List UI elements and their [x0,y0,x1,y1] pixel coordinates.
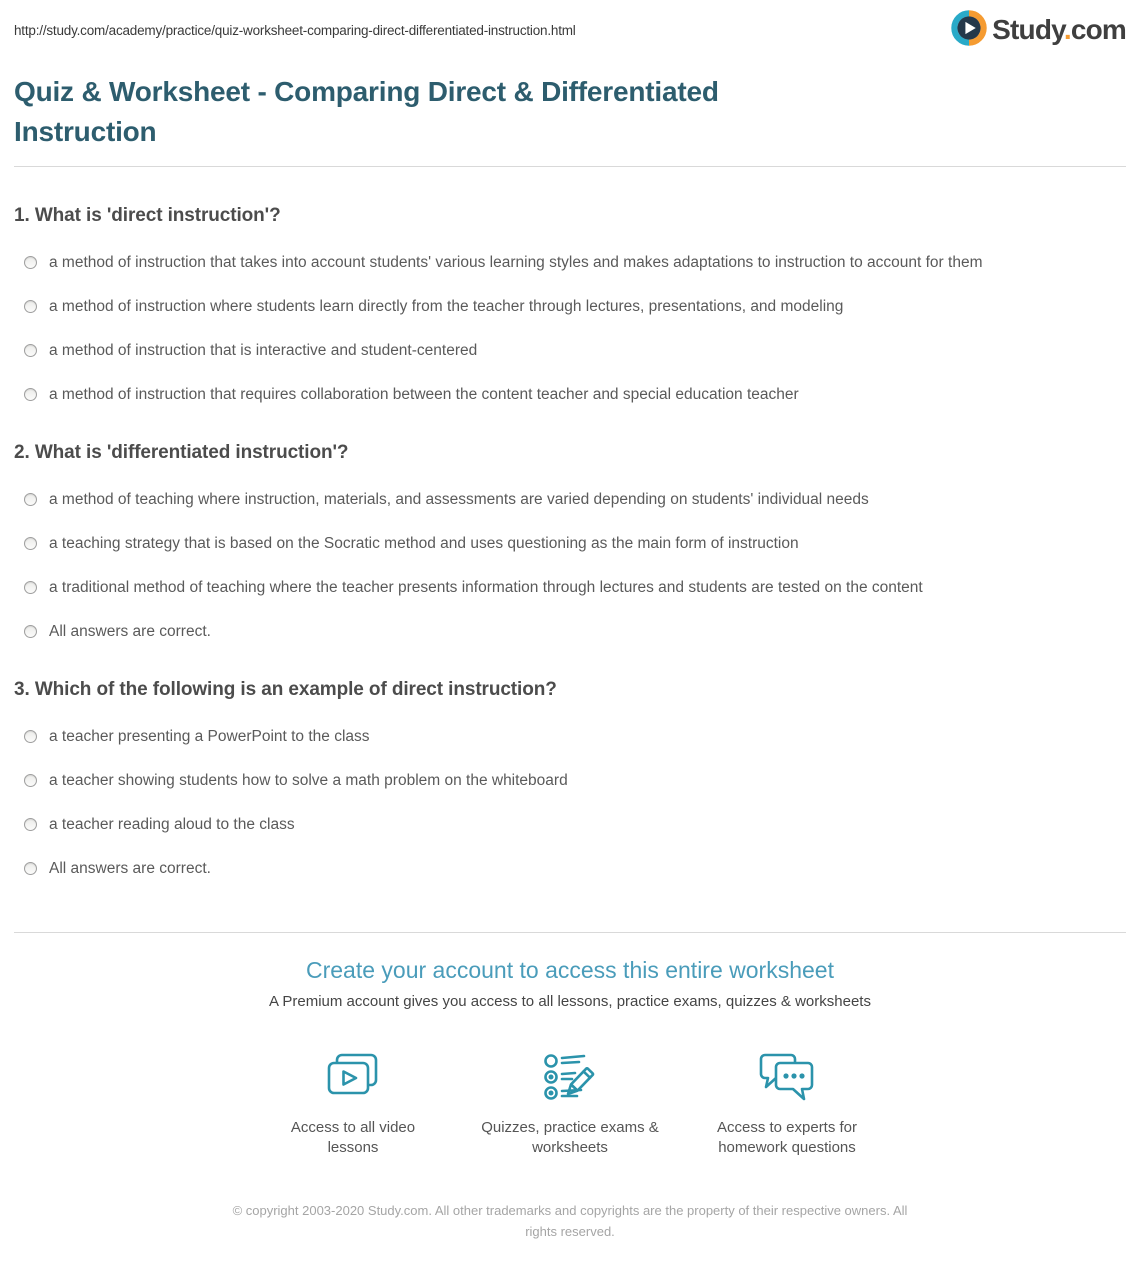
answer-option[interactable] [14,535,1126,553]
answer-option[interactable] [14,386,1126,404]
feature-expert-help [679,1050,896,1158]
quizzes-worksheets-icon [462,1050,679,1106]
title-divider [14,166,1126,167]
answer-option-label: All answers are correct. [49,623,211,640]
radio-button[interactable] [24,493,37,506]
expert-chat-icon [679,1050,896,1106]
feature-list [0,1050,1140,1158]
play-circle-logo-icon [951,10,987,51]
video-lessons-icon [245,1050,462,1106]
feature-label: Access to all video lessons [290,1119,416,1156]
question-3 [14,679,1126,878]
create-account-link[interactable]: Create your account to access this entire worksheet [306,957,834,983]
answer-option-label: a teacher reading aloud to the class [49,816,295,833]
radio-button[interactable] [24,300,37,313]
radio-button[interactable] [24,818,37,831]
answer-option-label: a method of teaching where instruction, materials, and assessments are varied depending on students' individual needs [49,491,869,508]
answer-option-label: a teacher showing students how to solve a math problem on the whiteboard [49,772,568,789]
answer-option-label: a method of instruction that requires collaboration between the content teacher and special education teacher [49,386,799,403]
radio-button[interactable] [24,774,37,787]
answer-option-label: a teaching strategy that is based on the Socratic method and uses questioning as the main form of instruction [49,535,799,552]
question-2-heading: 2. What is 'differentiated instruction'? [14,442,349,463]
cta-section [0,933,1140,1158]
answer-option[interactable] [14,623,1126,641]
feature-quizzes-worksheets [462,1050,679,1158]
answer-option[interactable] [14,491,1126,509]
radio-button[interactable] [24,581,37,594]
question-1-heading: 1. What is 'direct instruction'? [14,205,281,226]
quiz-body [0,205,1140,918]
answer-option[interactable] [14,298,1126,316]
radio-button[interactable] [24,862,37,875]
radio-button[interactable] [24,537,37,550]
answer-option-label: a method of instruction where students learn directly from the teacher through lectures, presentations, and modeling [49,298,844,315]
copyright-notice: © copyright 2003-2020 Study.com. All other trademarks and copyrights are the property of their respective owners. All rights reserved. [232,1203,908,1239]
question-2 [14,442,1126,641]
answer-option[interactable] [14,772,1126,790]
radio-button[interactable] [24,388,37,401]
radio-button[interactable] [24,730,37,743]
answer-option-label: a traditional method of teaching where the teacher presents information through lectures and students are tested on the content [49,579,923,596]
answer-option[interactable] [14,728,1126,746]
radio-button[interactable] [24,256,37,269]
answer-option[interactable] [14,342,1126,360]
answer-option[interactable] [14,579,1126,597]
radio-button[interactable] [24,344,37,357]
radio-button[interactable] [24,625,37,638]
premium-subtitle: A Premium account gives you access to all lessons, practice exams, quizzes & worksheets [269,993,871,1010]
header [0,0,1140,52]
page-url: http://study.com/academy/practice/quiz-worksheet-comparing-direct-differentiated-instruction.html [14,22,576,38]
logo-wordmark: Study.com [992,14,1126,45]
answer-option-label: a method of instruction that is interactive and student-centered [49,342,478,359]
page-title: Quiz & Worksheet - Comparing Direct & Differentiated Instruction [14,76,719,147]
studycom-logo[interactable] [951,10,1126,51]
feature-video-lessons [245,1050,462,1158]
answer-option[interactable] [14,816,1126,834]
answer-option-label: a teacher presenting a PowerPoint to the class [49,728,370,745]
answer-option-label: a method of instruction that takes into account students' various learning styles and makes adaptations to instruction to account for them [49,254,983,271]
feature-label: Access to experts for homework questions [716,1119,858,1156]
feature-label: Quizzes, practice exams & worksheets [481,1119,659,1156]
answer-option-label: All answers are correct. [49,860,211,877]
question-3-heading: 3. Which of the following is an example of direct instruction? [14,679,557,700]
answer-option[interactable] [14,254,1126,272]
answer-option[interactable] [14,860,1126,878]
question-1 [14,205,1126,404]
